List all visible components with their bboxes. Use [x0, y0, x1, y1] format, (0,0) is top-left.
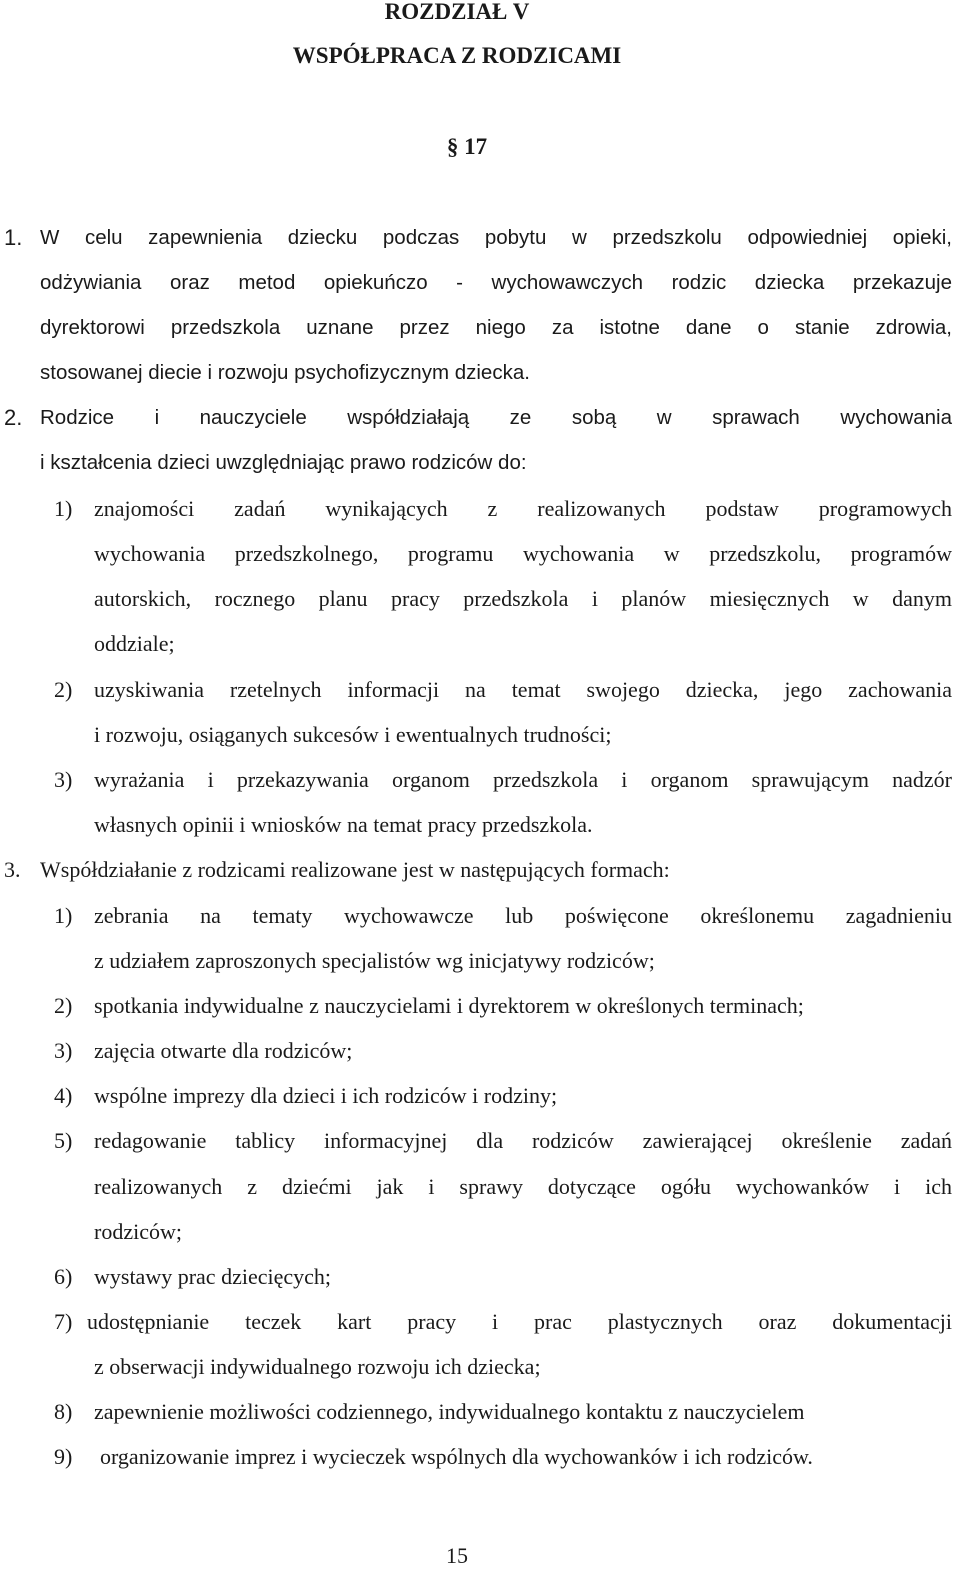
- point-2-item-2-line-1: uzyskiwania rzetelnych informacji na temat swojego dziecka, jego zachowania: [94, 677, 952, 702]
- point-2-item-1-line-4: oddziale;: [94, 631, 175, 656]
- point-3-item-7-number: 7): [54, 1309, 73, 1334]
- point-3-item-5-line-2: realizowanych z dziećmi jak i sprawy dotyczące ogółu wychowanków i ich: [94, 1174, 952, 1199]
- point-3-line-1: Współdziałanie z rodzicami realizowane jest w następujących formach:: [40, 857, 670, 882]
- point-3-item-5-line-3: rodziców;: [94, 1219, 182, 1244]
- point-3-item-6-line-1: wystawy prac dziecięcych;: [94, 1264, 331, 1289]
- point-2-item-1-line-1: znajomości zadań wynikających z realizowanych podstaw programowych: [94, 496, 952, 521]
- point-2-item-2-line-2: i rozwoju, osiąganych sukcesów i ewentualnych trudności;: [94, 722, 612, 747]
- point-3-item-2-number: 2): [54, 993, 73, 1018]
- chapter-subtitle: WSPÓŁPRACA Z RODZICAMI: [292, 43, 622, 68]
- point-3-item-8-line-1: zapewnienie możliwości codziennego, indywidualnego kontaktu z nauczycielem: [94, 1399, 805, 1424]
- point-3-item-9-line-1: organizowanie imprez i wycieczek wspólnych dla wychowanków i ich rodziców.: [100, 1444, 813, 1469]
- point-3-item-1-line-1: zebrania na tematy wychowawcze lub poświęcone określonemu zagadnieniu: [94, 903, 952, 928]
- point-3-item-4-number: 4): [54, 1083, 73, 1108]
- point-3-item-5-line-1: redagowanie tablicy informacyjnej dla rodziców zawierającej określenie zadań: [94, 1128, 952, 1153]
- point-1-line-4: stosowanej diecie i rozwoju psychofizycznym dziecka.: [40, 361, 530, 384]
- point-3-item-1-line-2: z udziałem zaproszonych specjalistów wg inicjatywy rodziców;: [94, 948, 655, 973]
- point-1-line-3: dyrektorowi przedszkola uznane przez niego za istotne dane o stanie zdrowia,: [40, 316, 952, 339]
- point-3-item-5-number: 5): [54, 1128, 73, 1153]
- point-1-line-2: odżywiania oraz metod opiekuńczo - wychowawczych rodzic dziecka przekazuje: [40, 271, 952, 294]
- point-2-item-3-line-1: wyrażania i przekazywania organom przedszkola i organom sprawującym nadzór: [94, 767, 952, 792]
- point-3-item-3-line-1: zajęcia otwarte dla rodziców;: [94, 1038, 353, 1063]
- point-2-item-3-line-2: własnych opinii i wniosków na temat pracy przedszkola.: [94, 812, 593, 837]
- point-3-item-8-number: 8): [54, 1399, 73, 1424]
- point-2-item-1-number: 1): [54, 496, 73, 521]
- point-2-line-1: Rodzice i nauczyciele współdziałają ze sobą w sprawach wychowania: [40, 406, 952, 429]
- point-2-item-1-line-2: wychowania przedszkolnego, programu wychowania w przedszkolu, programów: [94, 541, 952, 566]
- point-2-item-2-number: 2): [54, 677, 73, 702]
- point-3-item-3-number: 3): [54, 1038, 73, 1063]
- point-2-number: 2.: [4, 405, 23, 430]
- section-number: § 17: [446, 134, 488, 159]
- point-2-line-2: i kształcenia dzieci uwzględniając prawo rodziców do:: [40, 451, 527, 474]
- point-3-item-7-line-1: udostępnianie teczek kart pracy i prac plastycznych oraz dokumentacji: [87, 1309, 952, 1334]
- point-3-item-7-line-2: z obserwacji indywidualnego rozwoju ich dziecka;: [94, 1354, 541, 1379]
- point-2-item-1-line-3: autorskich, rocznego planu pracy przedszkola i planów miesięcznych w danym: [94, 586, 952, 611]
- point-2-item-3-number: 3): [54, 767, 73, 792]
- point-3-number: 3.: [4, 857, 21, 882]
- point-3-item-4-line-1: wspólne imprezy dla dzieci i ich rodziców i rodziny;: [94, 1083, 558, 1108]
- page-number: 15: [446, 1543, 468, 1568]
- point-1-line-1: W celu zapewnienia dziecku podczas pobytu w przedszkolu odpowiedniej opieki,: [40, 226, 952, 249]
- point-3-item-9-number: 9): [54, 1444, 73, 1469]
- point-3-item-6-number: 6): [54, 1264, 73, 1289]
- chapter-title: ROZDZIAŁ V: [384, 0, 530, 24]
- point-3-item-1-number: 1): [54, 903, 73, 928]
- point-3-item-2-line-1: spotkania indywidualne z nauczycielami i dyrektorem w określonych terminach;: [94, 993, 804, 1018]
- point-1-number: 1.: [4, 225, 23, 250]
